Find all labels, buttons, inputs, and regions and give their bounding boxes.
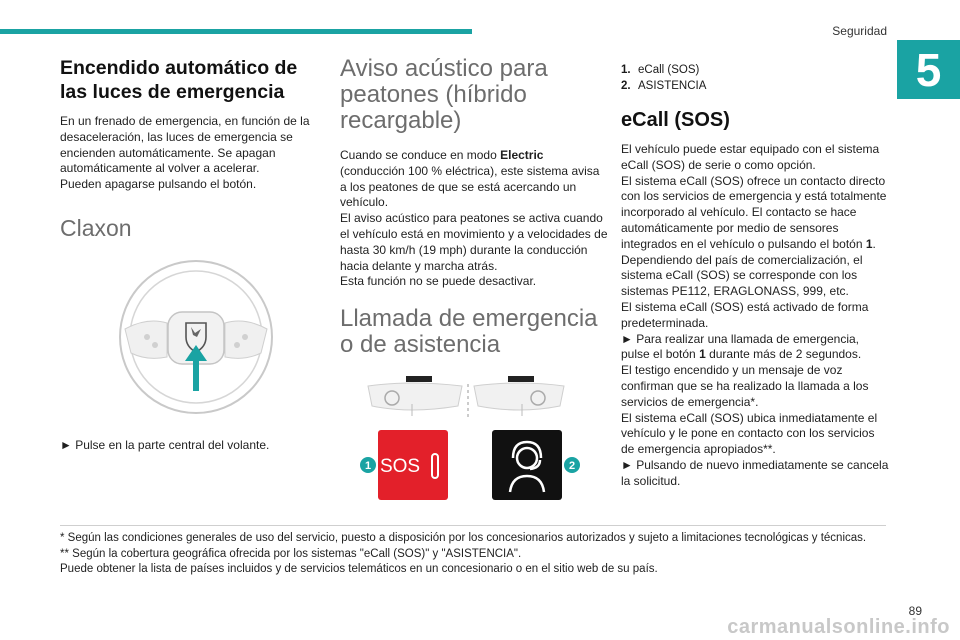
footnote-divider [60,525,886,526]
roof-console-left-illustration [368,376,462,416]
list-item: 1. eCall (SOS) [621,64,700,76]
paragraph-hazard-1: En un frenado de emergencia, en función de la desaceleración, las luces de emergencia se encienden automáticamente. Se apagan automáticamente al volver a acelerar. [60,114,310,176]
sos-button [378,430,448,500]
header-accent-bar [0,29,472,34]
callout-2 [564,457,580,473]
heading-ecall: eCall (SOS) [621,109,730,131]
svg-text:2: 2 [568,460,576,473]
column-1 [60,56,328,454]
instruction-horn: ► Pulse en la parte central del volante. [60,437,270,452]
heading-automatic-hazard-lights: Encendido automático de las luces de emergencia [60,57,298,103]
footnote-3: Puede obtener la lista de países incluidos y de servicios telemáticos en un concesionario o en el sitio web de su país. [60,563,658,575]
callout-1 [360,457,376,473]
list-item: 2. ASISTENCIA [621,80,707,92]
steering-wheel-illustration [87,257,305,417]
column-2 [340,56,608,519]
paragraph-hazard-2: Pueden apagarse pulsando el botón. [60,177,257,192]
paragraph-ecall-1: El vehículo puede estar equipado con el sistema eCall (SOS) de serie o como opción. [621,142,880,172]
paragraph-ecall-2: El sistema eCall (SOS) ofrece un contacto directo con los servicios de emergencia y está totalmente incorporado al vehículo. El contacto se hace automáticamente por medio de sensores integrados en el vehículo o pulsando el botón 1. [621,173,887,251]
heading-pedestrian-warning: Aviso acústico para peatones (híbrido recargable) [340,55,548,134]
roof-console-right-illustration [474,376,564,416]
heading-horn: Claxon [60,214,132,241]
heading-emergency-call: Llamada de emergencia o de asistencia [340,305,598,359]
assistance-button [492,430,562,500]
emergency-buttons-illustration [350,374,580,514]
sos-label: SOS [379,456,421,478]
chapter-number-tab: 5 [897,40,960,99]
paragraph-ecall-5: ► Para realizar una llamada de emergencia, pulse el botón 1 durante más de 2 segundos. [621,331,862,362]
paragraph-ecall-6: El testigo encendido y un mensaje de voz confirman que se ha realizado la llamada a los servicios de emergencia*. [621,363,869,409]
paragraph-pedestrian-1: Cuando se conduce en modo Electric (conducción 100 % eléctrica), este sistema avisa a los peatones de que se está acercando un vehículo. [340,148,600,210]
footnote-2: ** Según la cobertura geográfica ofrecida por los sistemas "eCall (SOS)" y "ASISTENCIA". [60,547,522,560]
paragraph-ecall-8: ► Pulsando de nuevo inmediatamente se cancela la solicitud. [621,457,889,488]
page-number: 89 [908,604,922,618]
paragraph-ecall-3: Dependiendo del país de comercialización, el sistema eCall (SOS) se corresponde con los sistemas PE112, ERAGLONASS, 999, etc. [621,252,863,299]
column-3 [621,62,889,490]
footnote-1: * Según las condiciones generales de uso del servicio, puesto a disposición por los concesionarios autorizados y sujeto a limitaciones tecnológicas y técnicas. [60,532,867,544]
paragraph-ecall-4: El sistema eCall (SOS) está activado de forma predeterminada. [621,299,869,330]
paragraph-ecall-7: El sistema eCall (SOS) ubica inmediatamente el vehículo y le pone en contacto con los servicios de emergencia apropiados**. [621,410,878,457]
section-title: Seguridad [832,24,887,38]
watermark: carmanualsonline.info [727,616,950,638]
footnotes [60,531,890,578]
paragraph-pedestrian-3: Esta función no se puede desactivar. [340,274,537,289]
paragraph-pedestrian-2: El aviso acústico para peatones se activa cuando el vehículo está en movimiento y a velocidades de hasta 30 km/h (19 mph) durante la conducción hacia delante y marcha atrás. [340,211,608,273]
svg-text:1: 1 [364,460,372,473]
